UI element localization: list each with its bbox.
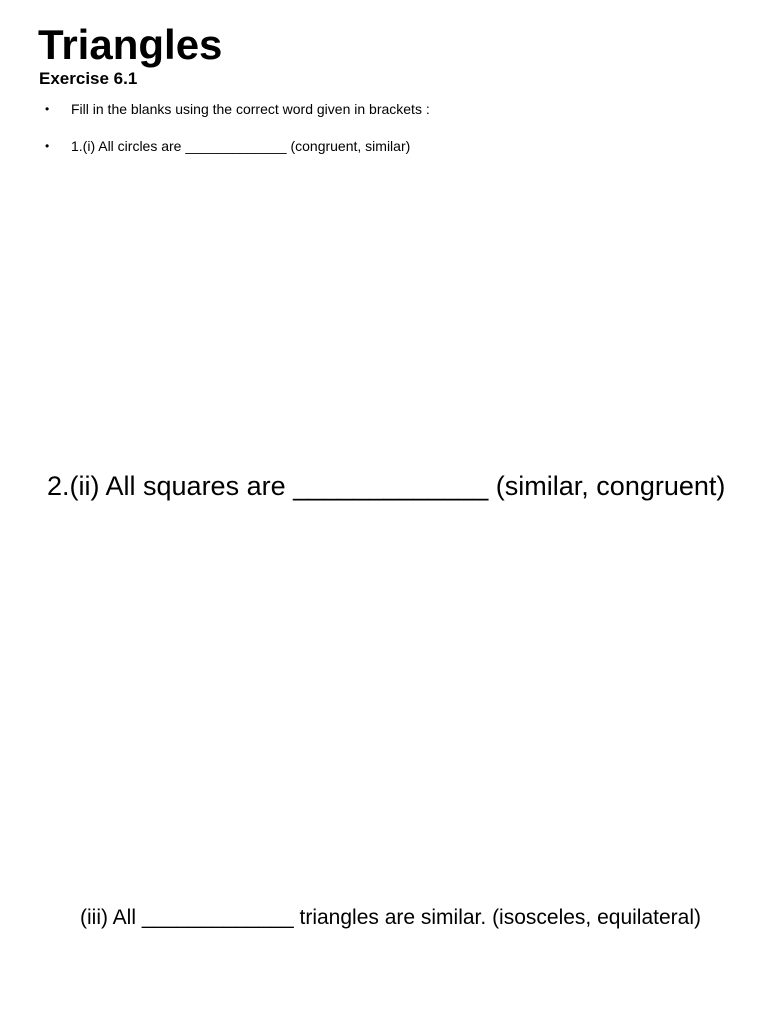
- page-title: Triangles: [38, 21, 223, 68]
- question-3-text: (iii) All _____________ triangles are similar. (isosceles, equilateral): [80, 906, 701, 929]
- bullet-icon: •: [45, 102, 50, 116]
- bullet-icon: •: [45, 139, 50, 153]
- list-item: [45, 137, 410, 155]
- instruction-text: Fill in the blanks using the correct word given in brackets :: [71, 101, 430, 117]
- list-item: [45, 100, 430, 118]
- exercise-subtitle: Exercise 6.1: [39, 69, 138, 88]
- question-1-text: 1.(i) All circles are _____________ (congruent, similar): [71, 138, 411, 154]
- question-2-text: 2.(ii) All squares are _____________ (similar, congruent): [47, 471, 726, 501]
